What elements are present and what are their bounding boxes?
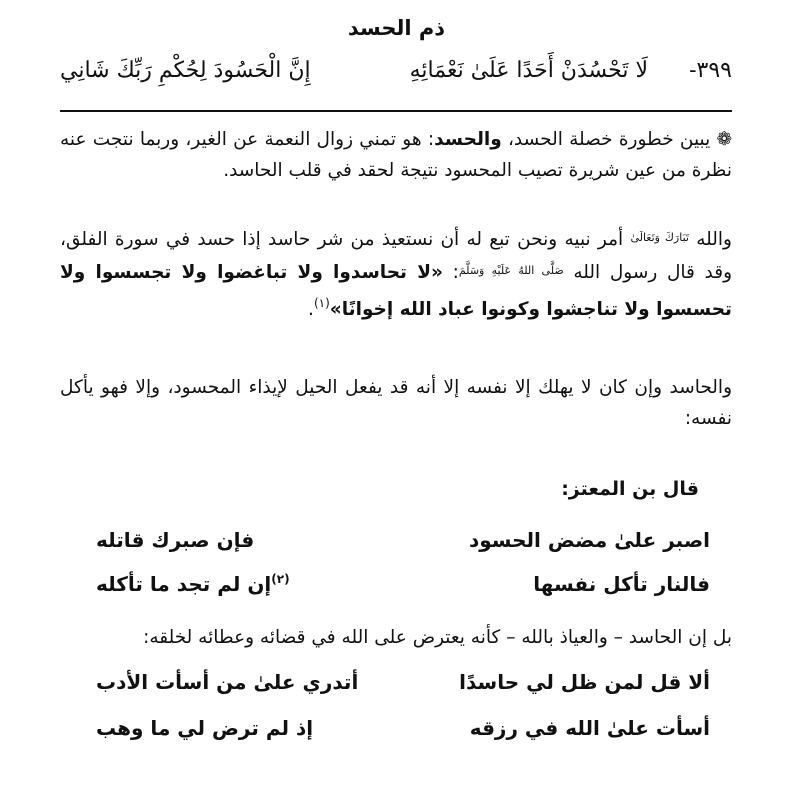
honorific-prophet: صَلَّى اللهُ عَلَيْهِ وَسَلَّمَ — [458, 264, 564, 277]
term-hasad: والحسد — [434, 129, 502, 150]
poem-hemistich-second: $^{(٢)}$إن لم تجد ما تأكله — [96, 572, 290, 596]
poem-line — [96, 716, 710, 750]
poem-line — [96, 528, 710, 562]
poem-hemistich-first: ألا قل لمن ظل لي حاسدًا — [459, 670, 710, 694]
poem-hemistich-second: إذ لم ترض لي ما وهب — [96, 716, 314, 740]
hadith-quote: «لا تحاسدوا ولا تباغضوا ولا تجسسوا ولا تحسسوا ولا تناجشوا وكونوا عباد الله إخوانًا» — [60, 262, 732, 320]
footnote-ref-1: (١) — [313, 296, 330, 310]
poem-hemistich-first: اصبر علىٰ مضض الحسود — [468, 528, 710, 552]
paragraph-envious: والحاسد وإن كان لا يهلك إلا نفسه إلا أنه قد يفعل الحيل لإيذاء المحسود، وإلا فهو يأكل نفسه: — [60, 377, 732, 429]
paragraph-hadith — [60, 222, 732, 325]
honorific-god: تَبَارَكَ وَتَعَالَىٰ — [630, 231, 689, 244]
divider-rule — [60, 110, 732, 112]
poem-hemistich-second: أتدري علىٰ من أسأت الأدب — [96, 670, 359, 694]
poet-intro: قال بن المعتز: — [561, 478, 699, 500]
paragraph-text: : هو تمني زوال النعمة عن الغير، وربما نتجت عنه نظرة من عين شريرة تصيب المحسود نتيجة لحقد في قلب الحاسد. — [60, 129, 732, 181]
paragraph-text: . — [308, 299, 314, 320]
flower-marker-icon: ❁ — [716, 129, 733, 150]
poem-hemistich-second: فإن صبرك قاتله — [96, 528, 255, 552]
paragraph-definition — [60, 124, 732, 186]
poem-hemistich-first: فالنار تأكل نفسها — [533, 572, 710, 596]
paragraph-text: يبين خطورة خصلة الحسد، — [501, 129, 711, 150]
paragraph-text: والله — [688, 229, 732, 250]
paragraph-text: : — [442, 262, 459, 283]
paragraph-objection: بل إن الحاسد – والعياذ بالله – كأنه يعترض على الله في قضائه وعطائه لخلقه: — [143, 627, 732, 648]
verse-hemistich-first: لَا تَحْسُدَنْ أَحَدًا عَلَىٰ نَعْمَائِهِ — [409, 58, 648, 83]
footnote-ref-2: (٢) — [271, 572, 290, 586]
poem-hemistich-first: أسأت علىٰ الله في رزقه — [469, 716, 710, 740]
poem-line — [96, 670, 710, 704]
verse-line — [60, 58, 732, 92]
verse-number: ٣٩٩- — [689, 58, 732, 83]
poem-line — [96, 572, 710, 606]
verse-hemistich-second: إِنَّ الْحَسُودَ لِحُكْمِ رَبِّكَ شَانِي — [60, 58, 311, 83]
section-title: ذم الحسد — [347, 16, 446, 40]
paragraph-text: أمر نبيه ونحن تبع له أن نستعيذ من شر حاسد إذا حسد في سورة الفلق، وقد قال رسول الله — [60, 229, 733, 283]
